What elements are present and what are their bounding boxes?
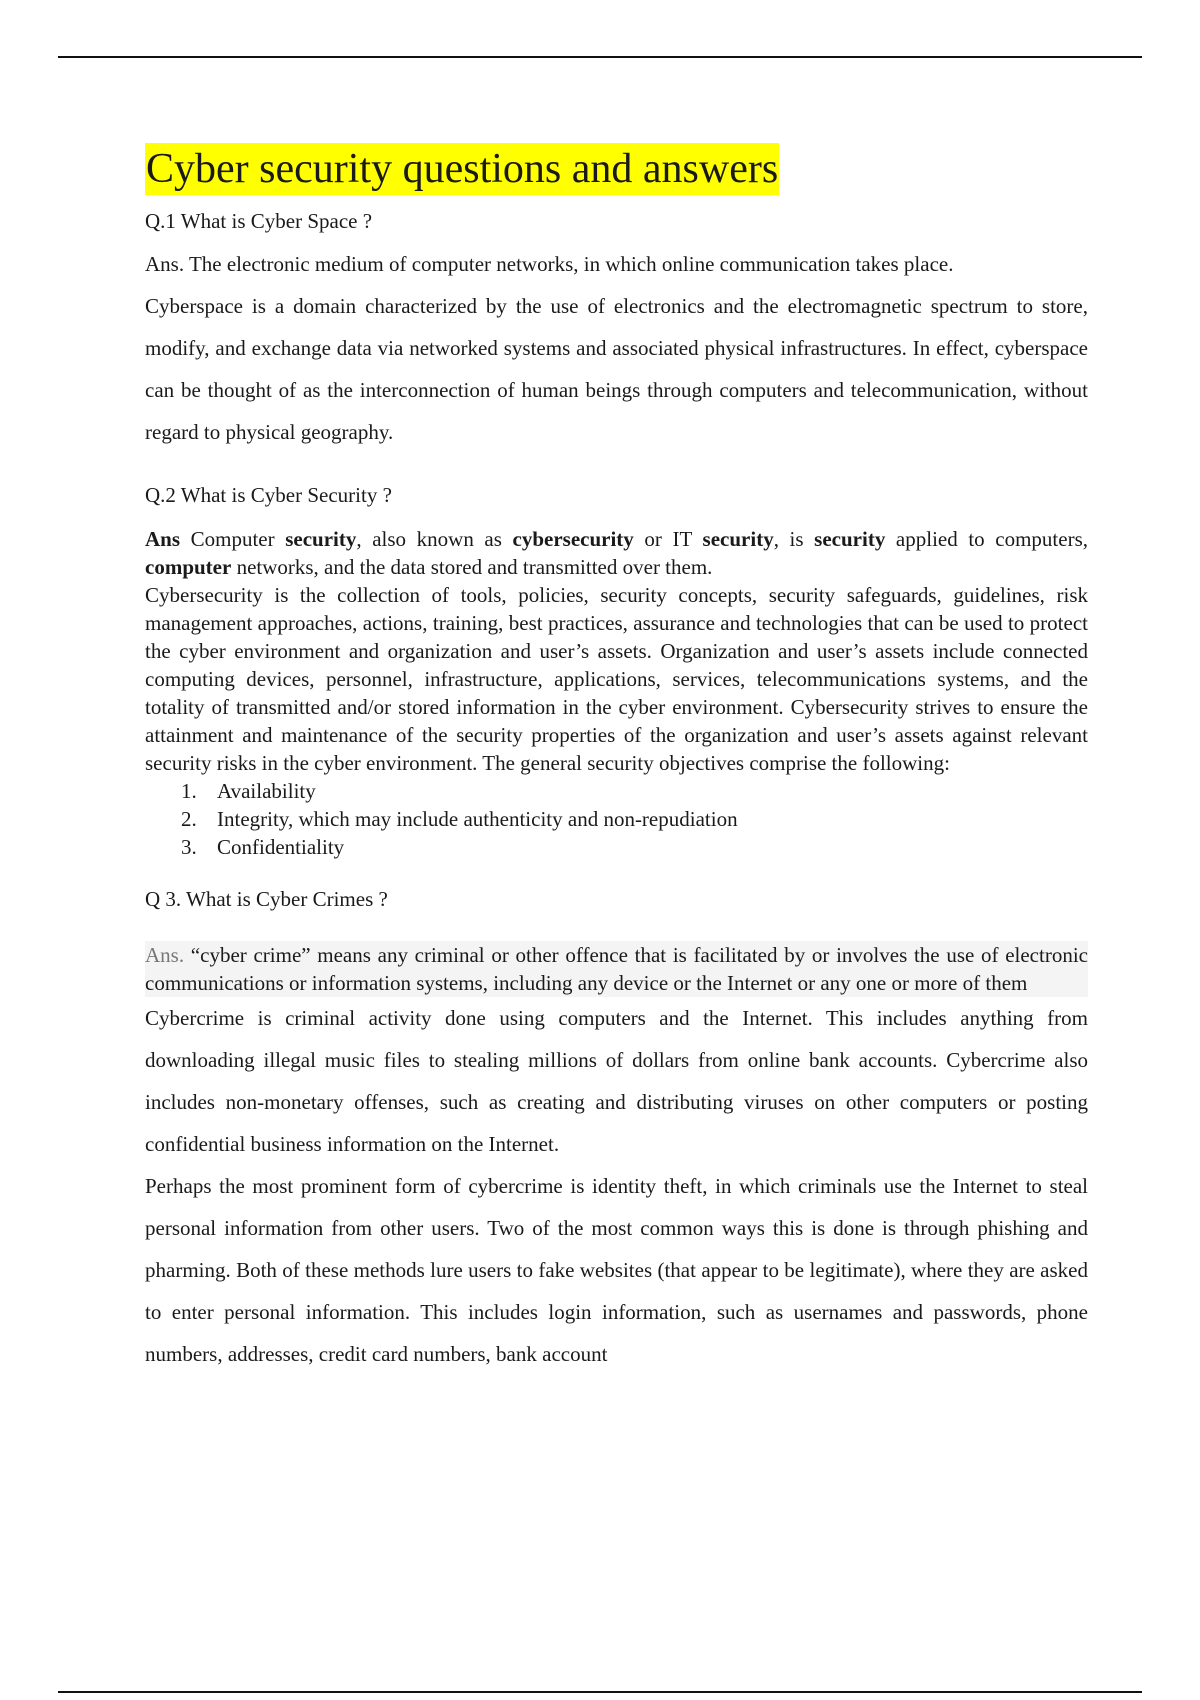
- top-rule: [58, 56, 1142, 58]
- question-1: Q.1 What is Cyber Space ?: [145, 209, 373, 233]
- answer-3: [145, 941, 1088, 1375]
- answer-3-paragraphs: [145, 997, 1088, 1375]
- list-item: 1. Availability: [181, 779, 316, 803]
- question-2: Q.2 What is Cyber Security ?: [145, 483, 392, 507]
- answer-1-line-1: Ans. The electronic medium of computer networks, in which online communication takes place.: [145, 252, 954, 276]
- answer-2-intro: Ans Computer security, also known as cybersecurity or IT security, is security applied to computers, computer networks, and the data stored and transmitted over them.: [145, 527, 1088, 579]
- list-item: 3. Confidentiality: [181, 835, 345, 859]
- ans-label: Ans: [145, 527, 181, 551]
- answer-2-body: Cybersecurity is the collection of tools, policies, security concepts, security safeguards, guidelines, risk management approaches, actions, training, best practices, assurance and technologies that can be used to protect the cyber environment and organization and user’s assets. Organization and user’s assets include connected computing devices, personnel, infrastructure, applications, services, telecommunications systems, and the totality of transmitted and/or stored information in the cyber environment. Cybersecurity strives to ensure the attainment and maintenance of the security properties of the organization and user’s assets against relevant security risks in the cyber environment. The general security objectives comprise the following:: [145, 583, 1088, 775]
- list-item: 2. Integrity, which may include authenticity and non-repudiation: [181, 807, 738, 831]
- page-title: Cyber security questions and answers: [145, 143, 779, 195]
- answer-3-definition: Ans. “cyber crime” means any criminal or other offence that is facilitated by or involves the use of electronic communications or information systems, including any device or the Internet or any one or more of them: [145, 943, 1088, 995]
- bottom-rule: [58, 1691, 1142, 1693]
- answer-1: [145, 243, 1088, 453]
- answer-2: [145, 525, 1088, 861]
- ans-label: Ans.: [145, 943, 191, 967]
- objectives-list: [145, 777, 1088, 861]
- question-3: Q 3. What is Cyber Crimes ?: [145, 887, 388, 911]
- answer-3-paragraph-2: Perhaps the most prominent form of cybercrime is identity theft, in which criminals use the Internet to steal personal information from other users. Two of the most common ways this is done is through phishing and pharming. Both of these methods lure users to fake websites (that appear to be legitimate), where they are asked to enter personal information. This includes login information, such as usernames and passwords, phone numbers, addresses, credit card numbers, bank account: [145, 1174, 1088, 1366]
- document-body: [145, 143, 1088, 1375]
- answer-3-paragraph-1: Cybercrime is criminal activity done using computers and the Internet. This includes anything from downloading illegal music files to stealing millions of dollars from online bank accounts. Cybercrime also includes non-monetary offenses, such as creating and distributing viruses on other computers or posting confidential business information on the Internet.: [145, 1006, 1088, 1156]
- answer-1-paragraph: Cyberspace is a domain characterized by the use of electronics and the electromagnetic spectrum to store, modify, and exchange data via networked systems and associated physical infrastructures. In effect, cyberspace can be thought of as the interconnection of human beings through computers and telecommunication, without regard to physical geography.: [145, 294, 1088, 444]
